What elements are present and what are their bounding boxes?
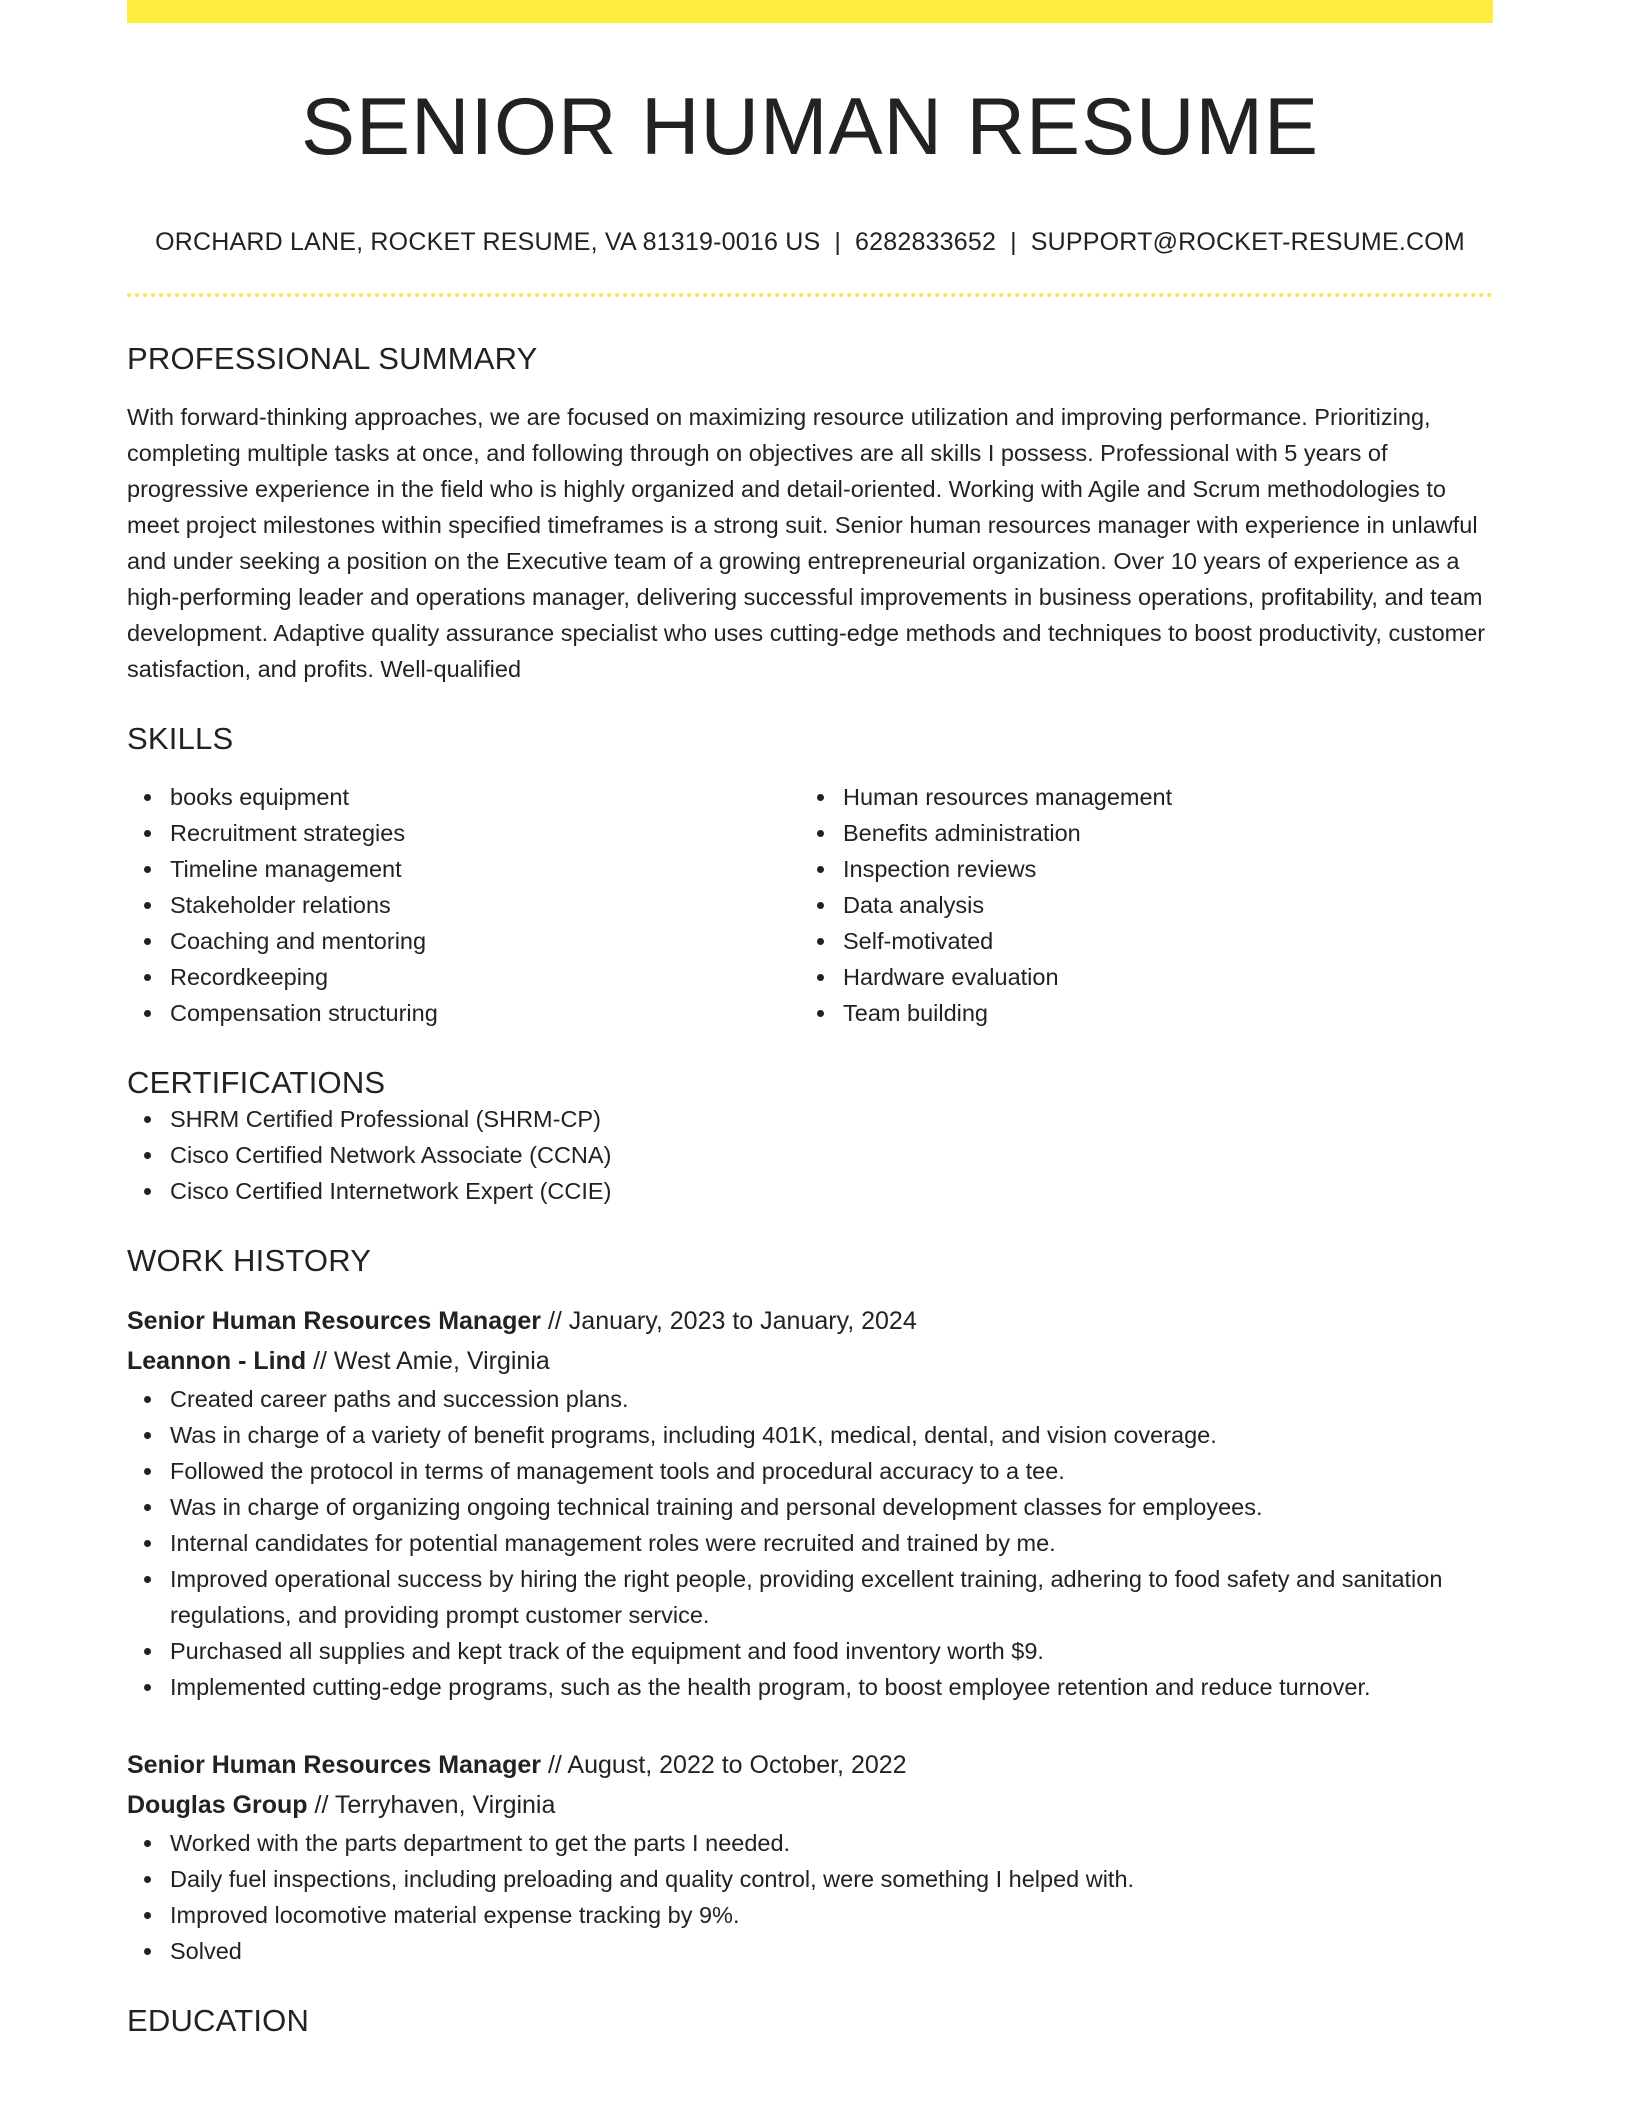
summary-heading: PROFESSIONAL SUMMARY (127, 341, 538, 377)
skill-item: Coaching and mentoring (127, 923, 800, 959)
certification-item: Cisco Certified Network Associate (CCNA) (127, 1137, 1493, 1173)
accent-bar (127, 0, 1493, 23)
resume-name: SENIOR HUMAN RESUME (300, 82, 1320, 172)
summary-text: With forward-thinking approaches, we are focused on maximizing resource utilization and improving performance. Prioritizing, completing multiple tasks at once, and following through on objectives are all skills I possess. Professional with 5 years of progressive experience in the field who is highly organized and detail-oriented. Working with Agile and Scrum methodologies to meet project milestones within specified timeframes is a strong suit. Senior human resources manager with experience in unlawful and under seeking a position on the Executive team of a growing entrepreneurial organization. Over 10 years of experience as a high-performing leader and operations manager, delivering successful improvements in business operations, profitability, and team development. Adaptive quality assurance specialist who uses cutting-edge methods and techniques to boost productivity, customer satisfaction, and profits. Well-qualified (127, 404, 1486, 683)
job-dates: // January, 2023 to January, 2024 (547, 1307, 917, 1336)
skills-heading: SKILLS (127, 721, 234, 757)
contact-line (127, 228, 1493, 257)
job-duty-item: Solved (127, 1933, 1493, 1969)
job-title-line (127, 1745, 1493, 1785)
job-duty-item: Internal candidates for potential management roles were recruited and trained by me. (127, 1525, 1493, 1561)
skills-grid (127, 779, 1493, 1031)
skills-list-right (800, 779, 1473, 1031)
job-duty-item: Improved operational success by hiring the right people, providing excellent training, adhering to food safety and sanitation regulations, and providing prompt customer service. (127, 1561, 1493, 1633)
skills-column-right (800, 779, 1473, 1031)
job-duties-list (127, 1825, 1493, 1969)
skill-item: Stakeholder relations (127, 887, 800, 923)
skill-item: Data analysis (800, 887, 1473, 923)
job-duty-item: Implemented cutting-edge programs, such as the health program, to boost employee retention and reduce turnover. (127, 1669, 1493, 1705)
job-duty-item: Created career paths and succession plans. (127, 1381, 1493, 1417)
contact-separator: | (834, 228, 842, 257)
contact-phone: 6282833652 (855, 228, 997, 257)
contact-separator: | (1010, 228, 1017, 257)
skill-item: Recordkeeping (127, 959, 800, 995)
skill-item: Self-motivated (800, 923, 1473, 959)
job-company-line (127, 1341, 1493, 1381)
job-role: Senior Human Resources Manager (127, 1751, 542, 1780)
certification-item: SHRM Certified Professional (SHRM-CP) (127, 1101, 1493, 1137)
skill-item: Human resources management (800, 779, 1473, 815)
job-duty-item: Worked with the parts department to get the parts I needed. (127, 1825, 1493, 1861)
certifications-list (127, 1101, 1493, 1209)
job-duties-list (127, 1381, 1493, 1705)
job-entry (127, 1301, 1493, 1705)
job-location: // West Amie, Virginia (313, 1347, 550, 1376)
skill-item: Hardware evaluation (800, 959, 1473, 995)
certifications-heading: CERTIFICATIONS (127, 1065, 386, 1101)
contact-address: ORCHARD LANE, ROCKET RESUME, VA 81319-0016 US (155, 228, 821, 257)
job-company: Leannon - Lind (127, 1347, 307, 1376)
job-company-line (127, 1785, 1493, 1825)
job-duty-item: Was in charge of a variety of benefit programs, including 401K, medical, dental, and vision coverage. (127, 1417, 1493, 1453)
contact-email: SUPPORT@ROCKET-RESUME.COM (1030, 228, 1465, 257)
job-duty-item: Purchased all supplies and kept track of the equipment and food inventory worth $9. (127, 1633, 1493, 1669)
job-title-line (127, 1301, 1493, 1341)
job-dates: // August, 2022 to October, 2022 (547, 1751, 907, 1780)
resume-page (127, 0, 1493, 2039)
job-entry (127, 1745, 1493, 1969)
job-duty-item: Improved locomotive material expense tracking by 9%. (127, 1897, 1493, 1933)
certification-item: Cisco Certified Internetwork Expert (CCIE) (127, 1173, 1493, 1209)
job-company: Douglas Group (127, 1791, 308, 1820)
job-location: // Terryhaven, Virginia (314, 1791, 556, 1820)
job-role: Senior Human Resources Manager (127, 1307, 542, 1336)
skills-list-left (127, 779, 800, 1031)
job-duty-item: Was in charge of organizing ongoing technical training and personal development classes for employees. (127, 1489, 1493, 1525)
skill-item: books equipment (127, 779, 800, 815)
skill-item: Inspection reviews (800, 851, 1473, 887)
job-duty-item: Followed the protocol in terms of management tools and procedural accuracy to a tee. (127, 1453, 1493, 1489)
skill-item: Recruitment strategies (127, 815, 800, 851)
work-history-heading: WORK HISTORY (127, 1243, 372, 1279)
skill-item: Compensation structuring (127, 995, 800, 1031)
skill-item: Benefits administration (800, 815, 1473, 851)
skill-item: Team building (800, 995, 1473, 1031)
dotted-divider (127, 293, 1493, 297)
skills-column-left (127, 779, 800, 1031)
skill-item: Timeline management (127, 851, 800, 887)
job-duty-item: Daily fuel inspections, including preloading and quality control, were something I helped with. (127, 1861, 1493, 1897)
education-heading: EDUCATION (127, 2003, 310, 2039)
